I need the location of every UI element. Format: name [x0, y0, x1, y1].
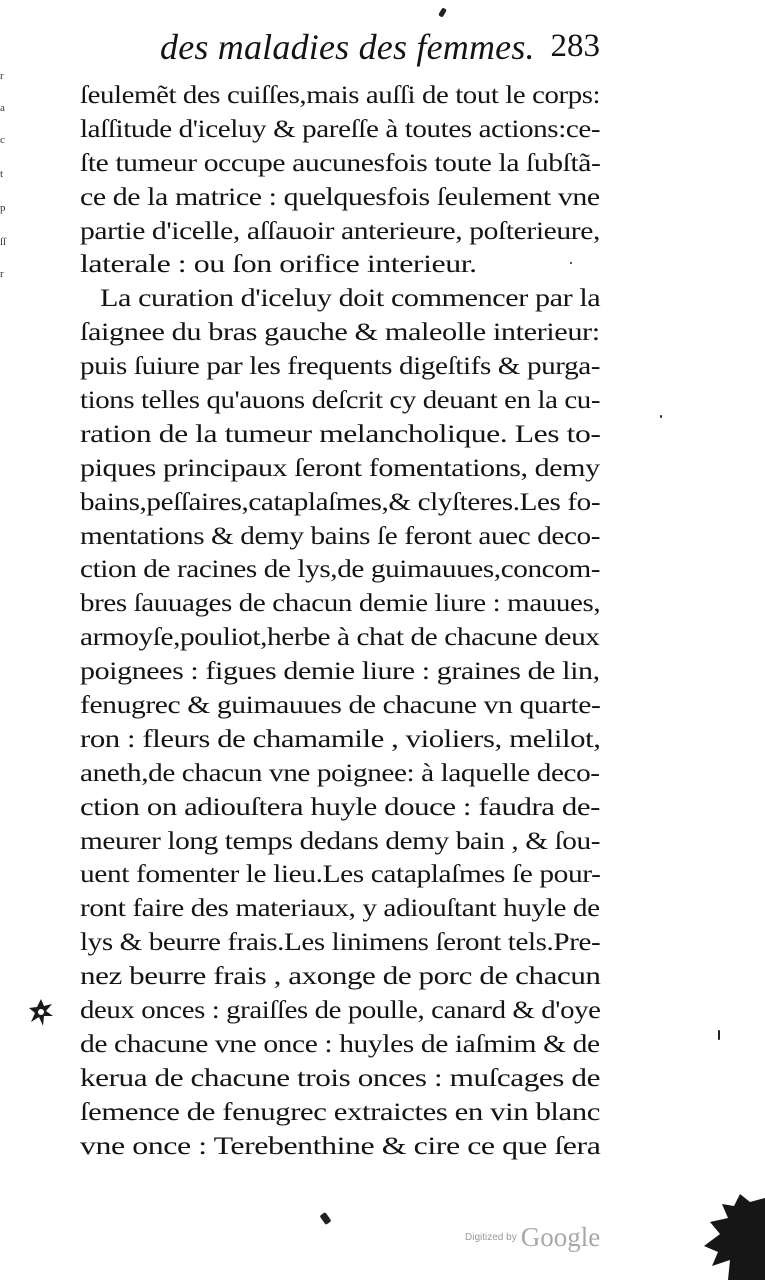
- text-line: ſte tumeur occupe aucunesfois toute la ſubſtã-: [80, 147, 601, 177]
- text-line: ction de racines de lys,de guimauues,concom-: [80, 554, 601, 584]
- ink-speck: [319, 1212, 331, 1225]
- running-title: des maladies des femmes.: [160, 27, 535, 67]
- text-line: ce de la matrice : quelquesfois ſeulement vne: [80, 181, 600, 211]
- text-line: laterale : ou ſon orifice interieur.: [80, 249, 477, 279]
- ink-speck: [438, 7, 447, 17]
- digitized-watermark: [465, 1222, 600, 1253]
- text-line: laſſitude d'iceluy & pareſſe à toutes actions:ce-: [80, 113, 601, 143]
- ink-speck: [718, 1030, 720, 1040]
- margin-fragment: t: [0, 168, 4, 180]
- text-line: bres ſauuages de chacun demie liure : mauues,: [80, 588, 601, 618]
- text-line: ration de la tumeur melancholique. Les to-: [80, 418, 601, 448]
- text-line: deux onces : graiſſes de poulle, canard & d'oye: [80, 995, 601, 1025]
- text-line: tions telles qu'auons deſcrit cy deuant en la cu-: [80, 385, 601, 415]
- ink-speck: [570, 262, 572, 264]
- text-line: aneth,de chacun vne poignee: à laquelle deco-: [80, 757, 600, 787]
- ink-blot: [700, 1190, 765, 1280]
- margin-fragment: r: [0, 70, 4, 82]
- page-number: 283: [550, 28, 600, 64]
- text-line: ction on adiouſtera huyle douce : faudra de-: [80, 791, 600, 821]
- text-line: armoyſe,pouliot,herbe à chat de chacune deux: [80, 622, 600, 652]
- margin-fragment: r: [0, 268, 4, 280]
- text-line: mentations & demy bains ſe feront auec deco-: [80, 520, 601, 550]
- text-line: nez beurre frais , axonge de porc de chacun: [80, 961, 601, 991]
- text-line: poignees : figues demie liure : graines de lin,: [80, 656, 600, 686]
- ink-speck: [660, 415, 662, 418]
- text-line: ſaignee du bras gauche & maleolle interieur:: [80, 317, 600, 347]
- google-logo: Google: [520, 1222, 601, 1252]
- text-line: ron : fleurs de chamamile , violiers, melilot,: [80, 723, 601, 753]
- text-line: uent fomenter le lieu.Les cataplaſmes ſe pour-: [80, 859, 601, 889]
- text-line: ront faire des materiaux, y adiouſtant huyle de: [80, 893, 600, 923]
- watermark-prefix: Digitized by: [465, 1232, 517, 1243]
- text-line: partie d'icelle, aſſauoir anterieure, poſterieure,: [80, 215, 600, 245]
- text-line: kerua de chacune trois onces : muſcages de: [80, 1062, 600, 1092]
- page-header: [160, 26, 600, 76]
- text-line: ſemence de fenugrec extraictes en vin blanc: [80, 1096, 600, 1126]
- text-line: meurer long temps dedans demy bain , & ſou-: [80, 825, 601, 855]
- text-line: puis ſuiure par les frequents digeſtifs & purga-: [80, 351, 601, 381]
- printers-ornament-icon: [28, 998, 54, 1028]
- paragraph-start-line: La curation d'iceluy doit commencer par la: [100, 283, 601, 313]
- margin-fragment: c: [0, 134, 5, 146]
- text-line: piques principaux ſeront fomentations, demy: [80, 452, 600, 482]
- margin-fragment: a: [0, 102, 5, 114]
- text-line: ſeulemẽt des cuiſſes,mais auſſi de tout le corps:: [80, 80, 601, 109]
- text-line: de chacune vne once : huyles de iaſmim & de: [80, 1028, 600, 1058]
- body-text: [80, 78, 600, 1163]
- text-line: lys & beurre frais.Les linimens ſeront tels.Pre-: [80, 927, 601, 957]
- text-line: bains,peſſaires,cataplaſmes,& clyſteres.Les fo-: [80, 486, 601, 516]
- text-line: fenugrec & guimauues de chacune vn quarte-: [80, 690, 601, 720]
- text-line: vne once : Terebenthine & cire ce que ſera: [80, 1130, 601, 1160]
- margin-fragment: p: [0, 202, 6, 214]
- margin-fragment: ſſ: [0, 236, 7, 248]
